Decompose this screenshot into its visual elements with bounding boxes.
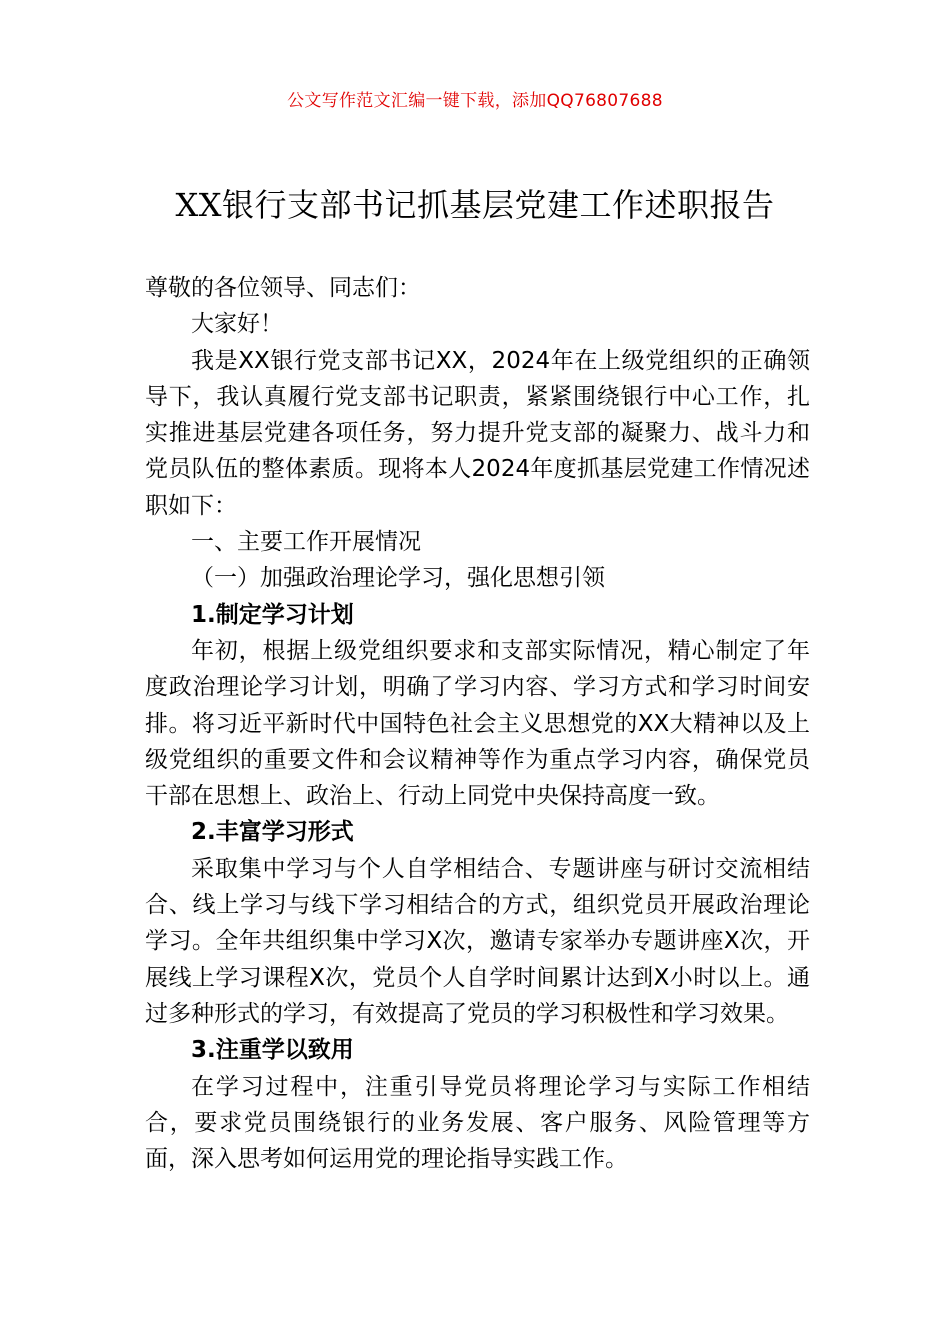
document-title: XX银行支部书记抓基层党建工作述职报告 <box>175 186 775 224</box>
download-banner: 公文写作范文汇编一键下载，添加QQ76807688 <box>287 91 663 111</box>
item-heading-1: 1.制定学习计划 <box>191 601 354 628</box>
intro-paragraph: 我是XX银行党支部书记XX，2024年在上级党组织的正确领导下，我认真履行党支部书记职责，紧紧围绕银行中心工作，扎实推进基层党建各项任务，努力提升党支部的凝聚力、战斗力和党员队伍的整体素质。现将本人2024年度抓基层党建工作情况述职如下： <box>145 347 810 519</box>
body-paragraph-2: 采取集中学习与个人自学相结合、专题讲座与研讨交流相结合、线上学习与线下学习相结合的方式，组织党员开展政治理论学习。全年共组织集中学习X次，邀请专家举办专题讲座X次，开展线上学习课程X次，党员个人自学时间累计达到X小时以上。通过多种形式的学习，有效提高了党员的学习积极性和学习效果。 <box>145 855 810 1027</box>
greeting: 大家好！ <box>191 311 283 338</box>
document-body <box>145 270 810 1177</box>
salutation: 尊敬的各位领导、同志们： <box>145 275 421 301</box>
item-heading-2: 2.丰富学习形式 <box>191 819 354 846</box>
subsection-heading-1: （一）加强政治理论学习，强化思想引领 <box>191 565 605 592</box>
body-paragraph-3: 在学习过程中，注重引导党员将理论学习与实际工作相结合，要求党员围绕银行的业务发展、客户服务、风险管理等方面，深入思考如何运用党的理论指导实践工作。 <box>145 1073 810 1173</box>
item-heading-3: 3.注重学以致用 <box>191 1037 354 1064</box>
body-paragraph-1: 年初，根据上级党组织要求和支部实际情况，精心制定了年度政治理论学习计划，明确了学习内容、学习方式和学习时间安排。将习近平新时代中国特色社会主义思想党的XX大精神以及上级党组织的重要文件和会议精神等作为重点学习内容，确保党员干部在思想上、政治上、行动上同党中央保持高度一致。 <box>145 637 810 810</box>
section-heading-1: 一、主要工作开展情况 <box>191 529 421 556</box>
